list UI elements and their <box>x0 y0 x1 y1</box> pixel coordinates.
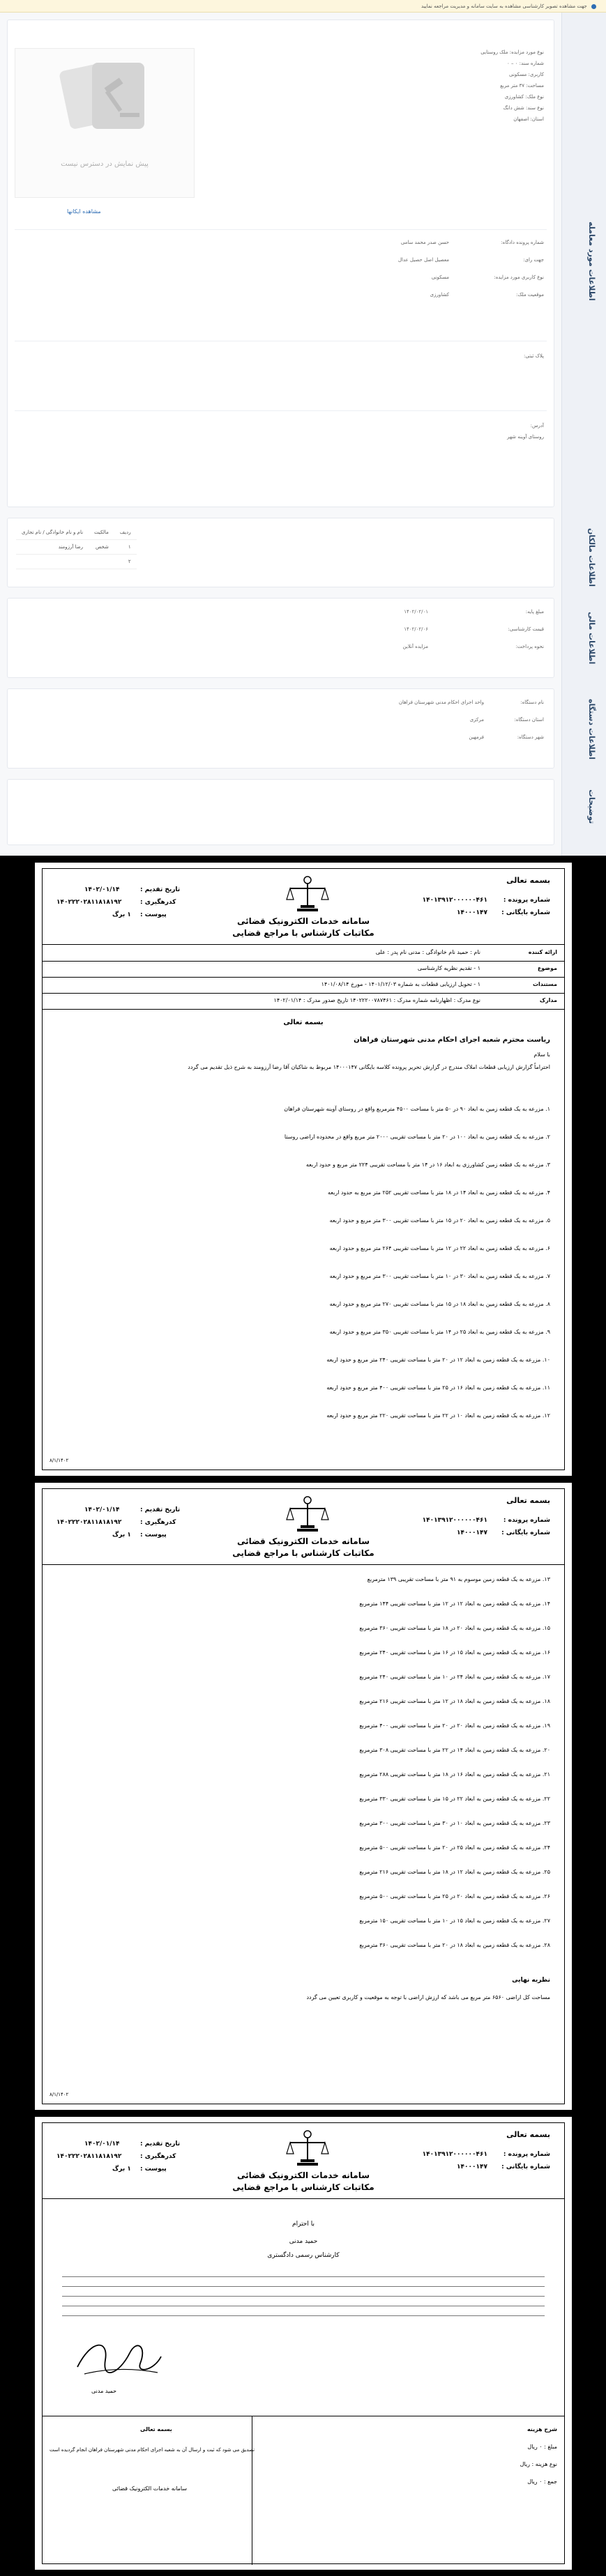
list-item: ۸. مزرعه به یک قطعه زمین به ابعاد ۱۸ در ۱۵ متر با مساحت تقریبی ۲۷۰ متر مربع و حدود اربعه <box>329 1301 550 1307</box>
plate-label: پلاک ثبتی: <box>524 353 544 359</box>
no-image-icon <box>15 49 195 153</box>
fin-label-2: نحوه پرداخت: <box>515 644 544 649</box>
fin-label-0: مبلغ پایه: <box>525 609 544 615</box>
case-no-label: شماره پرونده : <box>503 1517 550 1524</box>
tracking-value: ۱۴۰۲۲۲۰۲۸۱۱۸۱۸۱۹۲ <box>56 1519 122 1526</box>
bottom-title: بسمه تعالی <box>140 2426 172 2432</box>
proof: نوع مدرک : اظهارنامه شماره مدرک : ۱۴۰۲۲۲۰۰۷۸۷۴۶۱ تاریخ صدور مدرک : ۱۴۰۲/۰۱/۱۴ <box>273 997 480 1003</box>
conclusion-title: نظریه نهایی <box>512 1977 550 1984</box>
date-label: تاریخ تقدیم : <box>140 1506 181 1513</box>
table-row <box>16 555 137 569</box>
device-label-1: استان دستگاه: <box>514 717 544 723</box>
list-item: ۳. مزرعه به یک قطعه زمین کشاورزی به ابعاد ۱۶ در ۱۴ متر با مساحت تقریبی ۲۲۴ متر مربع و حدود اربعه <box>305 1162 550 1168</box>
judiciary-emblem-icon <box>283 1495 332 1534</box>
owners-section <box>7 518 554 587</box>
subject: ۱ - تقدیم نظریه کارشناسی <box>417 965 480 971</box>
date-value: ۱۴۰۲/۰۱/۱۴ <box>84 886 120 893</box>
auction-detail-page <box>0 13 606 856</box>
sender-label: ارائه کننده <box>528 949 557 955</box>
list-item: ۱۹. مزرعه به یک قطعه زمین به ابعاد ۲۰ در ۲۰ متر با مساحت تقریبی ۴۰۰ مترمربع <box>359 1722 550 1729</box>
attach-value: ۱ برگ <box>112 911 131 918</box>
proof-label: مدارک <box>539 997 557 1003</box>
table-row <box>16 540 137 555</box>
attach-label: پیوست : <box>140 911 167 918</box>
row-b-label-0: نوع کاربری مورد مزایده: <box>494 275 544 280</box>
row-a-value-0: حسن صدر محمد سامی <box>400 240 449 245</box>
row-a-label-0: شماره پرونده دادگاه: <box>501 240 544 245</box>
item-line-5: نوع سند: شش دانگ <box>503 105 544 111</box>
archive-label: شماره بایگانی : <box>501 2164 550 2170</box>
list-item: ۲۲. مزرعه به یک قطعه زمین به ابعاد ۲۲ در ۱۵ متر با مساحت تقریبی ۳۳۰ مترمربع <box>359 1796 550 1802</box>
list-item: ۲۶. مزرعه به یک قطعه زمین به ابعاد ۲۰ در ۲۵ متر با مساحت تقریبی ۵۰۰ مترمربع <box>359 1893 550 1899</box>
form-title: بسمه تعالی <box>506 1496 550 1505</box>
fin-value-1: ۱۴۰۲/۰۲/۰۶ <box>404 626 428 632</box>
device-value-1: مرکزی <box>469 717 484 723</box>
center-subtitle: مکاتبات کارشناس با مراجع قضایی <box>232 1548 374 1558</box>
item-line-2: کاربری: مسکونی <box>509 72 544 77</box>
item-info-section <box>7 20 554 507</box>
intro-text: احتراماً گزارش ارزیابی قطعات املاک مندرج در گزارش تحریر پرونده کلاسه بایگانی ۱۴۰۰۰۱۴۷ مربوط به شاکیان آقا رضا آرزومند به شرح ذیل تقدیم می گردد <box>188 1064 550 1070</box>
center-title: سامانه خدمات الکترونیک قضائی <box>236 2170 370 2180</box>
table-cell: ۲ <box>114 555 137 569</box>
list-item: ۱۴. مزرعه به یک قطعه زمین به ابعاد ۱۲ در ۱۲ متر با مساحت تقریبی ۱۴۴ مترمربع <box>359 1601 550 1607</box>
archive-label: شماره بایگانی : <box>501 909 550 916</box>
scanned-documents <box>0 856 606 2576</box>
list-item: ۶. مزرعه به یک قطعه زمین به ابعاد ۲۲ در ۱۲ متر با مساحت تقریبی ۲۶۴ متر مربع و حدود اربعه <box>329 1245 550 1251</box>
regards: با احترام <box>292 2221 315 2228</box>
fin-label-1: قیمت کارشناسی: <box>508 626 544 632</box>
bottom-text: تصدیق می شود که ثبت و ارسال آن به شعبه اجرای احکام مدنی شهرستان فراهان انجام گردیده است <box>50 2447 255 2453</box>
date-label: تاریخ تقدیم : <box>140 886 181 893</box>
list-item: ۲۱. مزرعه به یک قطعه زمین به ابعاد ۱۶ در ۱۸ متر با مساحت تقریبی ۲۸۸ مترمربع <box>359 1771 550 1777</box>
tracking-label: کدرهگیری : <box>140 2153 176 2160</box>
divider <box>15 410 547 411</box>
table-cell: رضا آرزومند <box>16 540 89 555</box>
list-item: ۱۵. مزرعه به یک قطعه زمین به ابعاد ۲۰ در ۱۸ متر با مساحت تقریبی ۳۶۰ مترمربع <box>359 1625 550 1631</box>
docs: ۱ - تحویل ارزیابی قطعات به شماره ۱۴۰۱/۱۲/۰۳ - مورخ ۱۴۰۱/۰۸/۱۴ <box>321 981 480 987</box>
device-section <box>7 688 554 769</box>
notes-section <box>7 779 554 845</box>
fin-value-2: مزایده آنلاین <box>402 644 428 649</box>
list-item: ۲۳. مزرعه به یک قطعه زمین به ابعاد ۱۰ در ۳۰ متر با مساحت تقریبی ۳۰۰ مترمربع <box>359 1820 550 1826</box>
table-cell: ۱ <box>114 540 137 555</box>
list-item: ۱۱. مزرعه به یک قطعه زمین به ابعاد ۱۶ در ۲۵ متر با مساحت تقریبی ۴۰۰ متر مربع و حدود اربعه <box>326 1385 550 1391</box>
center-title: سامانه خدمات الکترونیک قضائی <box>236 1536 370 1546</box>
list-item: ۱۰. مزرعه به یک قطعه زمین به ابعاد ۱۲ در ۲۰ متر با مساحت تقریبی ۲۴۰ متر مربع و حدود اربعه <box>326 1357 550 1363</box>
form-title: بسمه تعالی <box>506 2130 550 2139</box>
doc-page-frame <box>42 1488 565 2104</box>
table-cell: شخص <box>89 540 114 555</box>
list-item: ۹. مزرعه به یک قطعه زمین به ابعاد ۲۵ در ۱۴ متر با مساحت تقریبی ۳۵۰ متر مربع و حدود اربعه <box>329 1329 550 1335</box>
divider <box>43 2198 564 2199</box>
list-item: ۲۰. مزرعه به یک قطعه زمین به ابعاد ۱۴ در ۲۲ متر با مساحت تقریبی ۳۰۸ مترمربع <box>359 1747 550 1753</box>
device-label-2: شهر دستگاه: <box>517 734 544 740</box>
page-footer: ۸/۱/۱۴۰۲ <box>50 1458 69 1463</box>
item-line-0: نوع مورد مزایده: ملک روستایی <box>480 49 544 55</box>
table-header-cell: نام و نام خانوادگی / نام تجاری <box>16 525 89 540</box>
section-sidebar <box>561 13 606 856</box>
attach-value: ۱ برگ <box>112 1532 131 1538</box>
tracking-label: کدرهگیری : <box>140 899 176 906</box>
row-a-value-1: معصیل اصل حصیل عدال <box>397 257 449 263</box>
list-item: ۲۸. مزرعه به یک قطعه زمین به ابعاد ۱۸ در ۲۰ متر با مساحت تقریبی ۳۶۰ مترمربع <box>359 1942 550 1948</box>
doc-page-frame <box>42 2122 565 2564</box>
address-label: آدرس: <box>530 423 544 429</box>
row-a-label-1: جهت رای: <box>523 257 544 263</box>
list-item: ۱۸. مزرعه به یک قطعه زمین به ابعاد ۱۸ در ۱۲ متر با مساحت تقریبی ۲۱۶ مترمربع <box>359 1698 550 1704</box>
sidebar-label-owners[interactable]: اطلاعات مالکان <box>587 528 596 587</box>
signer-title: کارشناس رسمی دادگستری <box>267 2252 340 2259</box>
table-header-cell: مالکیت <box>89 525 114 540</box>
attach-label: پیوست : <box>140 2166 167 2173</box>
center-subtitle: مکاتبات کارشناس با مراجع قضایی <box>232 2182 374 2192</box>
notice-text: جهت مشاهده تصویر کارشناسی مشاهده به سایت سامانه و مدیریت مراجعه نمایید <box>421 3 587 9</box>
divider <box>43 1564 564 1565</box>
subject-label: موضوع <box>537 965 557 971</box>
doc-page-1 <box>35 863 572 1476</box>
list-item: ۱۳. مزرعه به یک قطعه زمین موسوم به ۹۱ متر با مساحت تقریبی ۱۳۹ مترمربع <box>367 1576 550 1582</box>
doc-page-3 <box>35 2117 572 2570</box>
judiciary-emblem-icon <box>283 874 332 913</box>
addressee: ریاست محترم شعبه اجرای احکام مدنی شهرستان فراهان <box>354 1036 550 1044</box>
info-icon <box>591 4 596 9</box>
sidebar-label-item-info[interactable]: اطلاعات مورد معامله <box>587 222 596 301</box>
fee-type: نوع هزینه : ریال <box>520 2461 557 2467</box>
sidebar-label-device[interactable]: اطلاعات دستگاه <box>587 699 596 759</box>
attach-label: پیوست : <box>140 1532 167 1538</box>
list-item: ۱۶. مزرعه به یک قطعه زمین به ابعاد ۱۵ در ۱۶ متر با مساحت تقریبی ۲۴۰ مترمربع <box>359 1649 550 1656</box>
sidebar-label-financial[interactable]: اطلاعات مالی <box>587 612 596 665</box>
date-label: تاریخ تقدیم : <box>140 2141 181 2147</box>
list-item: ۲۴. مزرعه به یک قطعه زمین به ابعاد ۲۵ در ۲۰ متر با مساحت تقریبی ۵۰۰ مترمربع <box>359 1844 550 1851</box>
signature-image <box>70 2332 168 2381</box>
fee-total: جمع : ۰ ریال <box>527 2478 557 2485</box>
list-item: ۲۷. مزرعه به یک قطعه زمین به ابعاد ۱۵ در ۱۰ متر با مساحت تقریبی ۱۵۰ مترمربع <box>359 1918 550 1924</box>
list-item: ۱. مزرعه به یک قطعه زمین به ابعاد ۹۰ در ۵۰ متر با مساحت ۴۵۰۰ مترمربع واقع در روستای آوینه شهرستان فراهان <box>284 1106 550 1112</box>
list-item: ۱۷. مزرعه به یک قطعه زمین به ابعاد ۲۴ در ۱۰ متر با مساحت تقریبی ۲۴۰ مترمربع <box>359 1674 550 1680</box>
fee-amount: مبلغ : ۰ ریال <box>527 2444 557 2450</box>
tracking-value: ۱۴۰۲۲۲۰۲۸۱۱۸۱۸۱۹۲ <box>56 899 122 906</box>
divider <box>43 993 564 994</box>
address-value: روستای آوینه شهر <box>507 434 544 440</box>
owners-table <box>16 525 137 569</box>
center-subtitle: مکاتبات کارشناس با مراجع قضایی <box>232 928 374 938</box>
device-value-2: فرمهین <box>469 734 484 740</box>
photo-caption: پیش نمایش در دسترس نیست <box>61 160 149 168</box>
ruled-lines <box>62 2276 545 2325</box>
sender: نام : حمید نام خانوادگی : مدنی نام پدر : علی <box>375 949 480 955</box>
notice-bar <box>0 0 606 13</box>
case-no-label: شماره پرونده : <box>503 2151 550 2158</box>
table-cell <box>89 555 114 569</box>
table-header-cell: ردیف <box>114 525 137 540</box>
divider <box>43 944 564 945</box>
doc-page-frame <box>42 868 565 1470</box>
case-no-label: شماره پرونده : <box>503 897 550 904</box>
archive-label: شماره بایگانی : <box>501 1529 550 1536</box>
financial-section <box>7 598 554 678</box>
fin-value-0: ۱۴۰۲/۰۲/۰۱ <box>404 609 428 615</box>
sidebar-label-notes[interactable]: توضیحات <box>587 789 596 824</box>
archive-no: ۱۴۰۰۰۱۴۷ <box>457 1529 487 1536</box>
item-line-4: نوع ملک: کشاورزی <box>504 94 544 100</box>
fee-label: شرح هزینه <box>527 2426 557 2432</box>
divider <box>15 229 547 230</box>
list-item: ۲. مزرعه به یک قطعه زمین به ابعاد ۱۰۰ در ۲۰ متر با مساحت تقریبی ۲۰۰۰ متر مربع واقع در محدوده اراضی روستا <box>284 1134 550 1140</box>
divider <box>43 1009 564 1010</box>
conclusion-text: مساحت کل اراضی ۶۵۶۰ متر مربع می باشد که ارزش اراضی با توجه به موقعیت و کاربری تعیین می گردد <box>306 1994 550 2000</box>
page-footer: ۸/۱/۱۴۰۲ <box>50 2092 69 2097</box>
center-title: سامانه خدمات الکترونیک قضائی <box>236 916 370 926</box>
case-no: ۱۴۰۱۳۹۱۲۰۰۰۰۰۰۴۶۱ <box>422 897 487 904</box>
list-item: ۵. مزرعه به یک قطعه زمین به ابعاد ۲۰ در ۱۵ متر با مساحت تقریبی ۳۰۰ متر مربع و حدود اربعه <box>329 1217 550 1224</box>
device-value-0: واحد اجرای احکام مدنی شهرستان فراهان <box>398 700 484 705</box>
item-line-3: مساحت: ۳۷ متر مربع <box>500 83 544 88</box>
device-label-0: نام دستگاه: <box>520 700 544 705</box>
signer-name: حمید مدنی <box>289 2238 318 2245</box>
table-cell <box>16 555 89 569</box>
date-value: ۱۴۰۲/۰۱/۱۴ <box>84 2141 120 2147</box>
table-header-row <box>16 525 137 540</box>
archive-no: ۱۴۰۰۰۱۴۷ <box>457 909 487 916</box>
judiciary-emblem-icon <box>283 2129 332 2168</box>
tracking-label: کدرهگیری : <box>140 1519 176 1526</box>
archive-no: ۱۴۰۰۰۱۴۷ <box>457 2164 487 2170</box>
doc-page-2 <box>35 1483 572 2110</box>
form-title: بسمه تعالی <box>506 876 550 885</box>
case-no: ۱۴۰۱۳۹۱۲۰۰۰۰۰۰۴۶۱ <box>422 2151 487 2158</box>
case-no: ۱۴۰۱۳۹۱۲۰۰۰۰۰۰۴۶۱ <box>422 1517 487 1524</box>
list-item: ۴. مزرعه به یک قطعه زمین به ابعاد ۱۴ در ۱۸ متر با مساحت تقریبی ۲۵۲ متر مربع به حدود اربعه <box>327 1189 550 1196</box>
item-photo-placeholder <box>15 48 195 198</box>
view-icons-link[interactable]: مشاهده ایکانها <box>67 208 101 215</box>
docs-label: مستندات <box>532 981 557 987</box>
signature-caption: حمید مدنی <box>91 2388 117 2394</box>
salutation: با سلام <box>533 1051 550 1058</box>
date-value: ۱۴۰۲/۰۱/۱۴ <box>84 1506 120 1513</box>
row-b-value-1: کشاورزی <box>430 292 449 298</box>
bottom-sign: سامانه خدمات الکترونیک قضائی <box>112 2485 188 2492</box>
list-item: ۲۵. مزرعه به یک قطعه زمین به ابعاد ۱۲ در ۱۸ متر با مساحت تقریبی ۲۱۶ مترمربع <box>359 1869 550 1875</box>
list-item: ۱۲. مزرعه به یک قطعه زمین به ابعاد ۱۰ در ۲۲ متر با مساحت تقریبی ۲۲۰ متر مربع و حدود اربعه <box>326 1412 550 1419</box>
greeting: بسمه تعالی <box>283 1019 324 1026</box>
attach-value: ۱ برگ <box>112 2166 131 2173</box>
list-item: ۷. مزرعه به یک قطعه زمین به ابعاد ۳۰ در ۱۰ متر با مساحت تقریبی ۳۰۰ متر مربع و حدود اربعه <box>329 1273 550 1279</box>
item-line-6: استان: اصفهان <box>513 116 544 122</box>
tracking-value: ۱۴۰۲۲۲۰۲۸۱۱۸۱۸۱۹۲ <box>56 2153 122 2160</box>
divider <box>43 961 564 962</box>
row-b-label-1: موقعیت ملک: <box>516 292 544 298</box>
divider <box>43 977 564 978</box>
row-b-value-0: مسکونی <box>431 275 449 280</box>
item-line-1: شماره سند: ۰ – ۰ <box>506 61 544 66</box>
